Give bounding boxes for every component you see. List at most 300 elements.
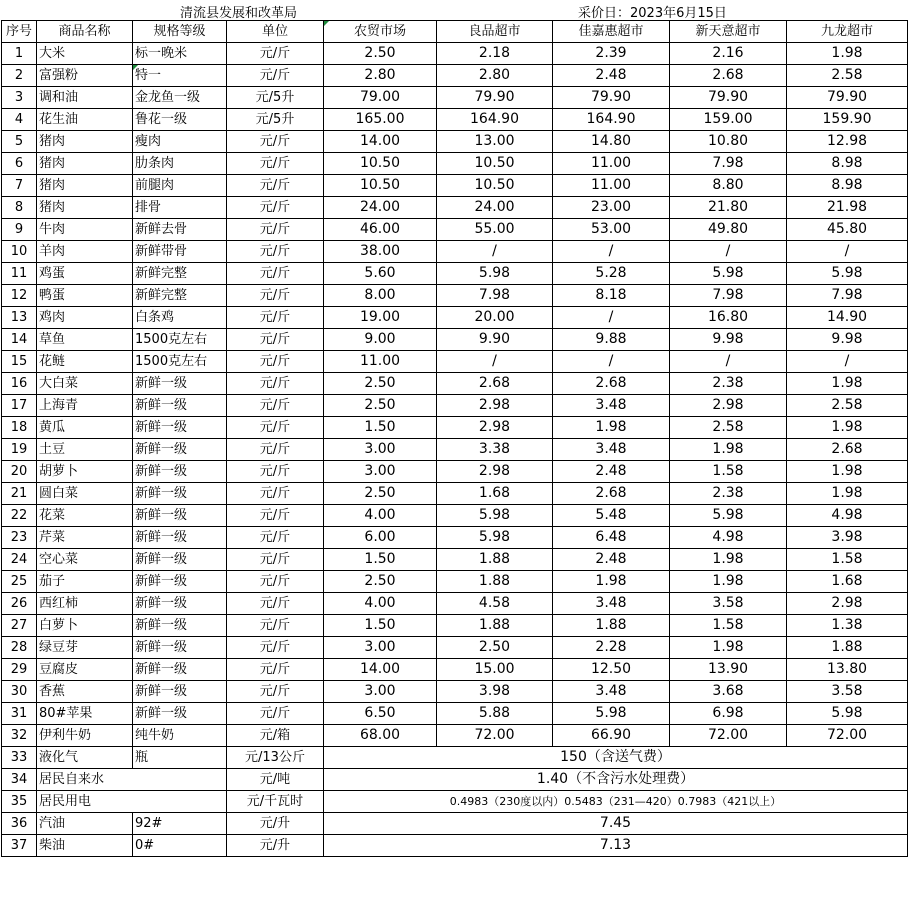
row-number: 37 [2, 835, 37, 857]
price-cell: 3.00 [324, 681, 437, 703]
price-cell: 1.58 [787, 549, 908, 571]
price-cell: 3.48 [553, 395, 670, 417]
price-cell: 23.00 [553, 197, 670, 219]
price-cell: 2.68 [553, 483, 670, 505]
row-number: 1 [2, 43, 37, 65]
item-name: 香蕉 [37, 681, 133, 703]
item-name: 伊利牛奶 [37, 725, 133, 747]
price-cell: 3.48 [553, 681, 670, 703]
price-cell: 164.90 [553, 109, 670, 131]
price-cell: 12.50 [553, 659, 670, 681]
item-name: 鸡肉 [37, 307, 133, 329]
price-cell: 2.50 [324, 373, 437, 395]
merged-value: 150（含送气费） [324, 747, 908, 769]
item-spec: 新鲜一级 [133, 703, 227, 725]
price-cell: 1.88 [437, 549, 553, 571]
item-unit: 元/斤 [227, 219, 324, 241]
row-number: 14 [2, 329, 37, 351]
price-cell: 159.00 [670, 109, 787, 131]
item-unit: 元/斤 [227, 373, 324, 395]
row-number: 18 [2, 417, 37, 439]
table-row [2, 87, 908, 109]
price-cell: 2.50 [324, 483, 437, 505]
table-row [2, 571, 908, 593]
price-cell: 1.88 [437, 571, 553, 593]
price-cell: 1.98 [670, 549, 787, 571]
item-unit: 元/斤 [227, 703, 324, 725]
table-row [2, 307, 908, 329]
price-cell: 3.00 [324, 461, 437, 483]
item-name: 茄子 [37, 571, 133, 593]
merged-value: 7.45 [324, 813, 908, 835]
price-cell: 1.98 [670, 637, 787, 659]
price-cell: 13.80 [787, 659, 908, 681]
table-row [2, 439, 908, 461]
item-name: 汽油 [37, 813, 133, 835]
item-unit: 元/斤 [227, 175, 324, 197]
table-row [2, 483, 908, 505]
item-unit: 元/箱 [227, 725, 324, 747]
row-number: 6 [2, 153, 37, 175]
table-row [2, 461, 908, 483]
price-cell: 14.90 [787, 307, 908, 329]
price-cell: 9.98 [670, 329, 787, 351]
price-cell: 8.98 [787, 153, 908, 175]
item-unit: 元/斤 [227, 461, 324, 483]
item-spec: 新鲜一级 [133, 637, 227, 659]
price-cell: 21.80 [670, 197, 787, 219]
item-unit: 元/斤 [227, 593, 324, 615]
item-name: 鸭蛋 [37, 285, 133, 307]
price-cell: 1.98 [787, 461, 908, 483]
item-unit: 元/斤 [227, 395, 324, 417]
item-spec: 排骨 [133, 197, 227, 219]
price-cell: 20.00 [437, 307, 553, 329]
price-cell: 14.00 [324, 131, 437, 153]
item-spec: 新鲜一级 [133, 659, 227, 681]
item-spec: 新鲜一级 [133, 373, 227, 395]
item-spec: 新鲜一级 [133, 417, 227, 439]
column-header: 农贸市场 [324, 21, 437, 43]
row-number: 24 [2, 549, 37, 571]
price-cell: 9.88 [553, 329, 670, 351]
price-cell: 2.68 [670, 65, 787, 87]
item-unit: 元/斤 [227, 483, 324, 505]
price-cell: 79.90 [437, 87, 553, 109]
price-cell: 2.68 [437, 373, 553, 395]
item-spec: 肋条肉 [133, 153, 227, 175]
item-name: 80#苹果 [37, 703, 133, 725]
price-cell: 2.38 [670, 483, 787, 505]
item-spec: 92# [133, 813, 227, 835]
column-header: 佳嘉惠超市 [553, 21, 670, 43]
price-cell: 3.00 [324, 439, 437, 461]
table-row [2, 263, 908, 285]
header-row [2, 21, 908, 43]
item-unit: 元/千瓦时 [227, 791, 324, 813]
price-cell: 49.80 [670, 219, 787, 241]
price-cell: 10.50 [437, 153, 553, 175]
item-name: 豆腐皮 [37, 659, 133, 681]
item-unit: 元/斤 [227, 527, 324, 549]
table-row [2, 373, 908, 395]
price-cell: 9.90 [437, 329, 553, 351]
price-cell: 4.98 [670, 527, 787, 549]
price-cell: 8.00 [324, 285, 437, 307]
row-number: 20 [2, 461, 37, 483]
table-row [2, 65, 908, 87]
item-unit: 元/斤 [227, 681, 324, 703]
price-cell: 6.00 [324, 527, 437, 549]
row-number: 10 [2, 241, 37, 263]
price-cell: 13.90 [670, 659, 787, 681]
table-row-merged [2, 747, 908, 769]
table-row [2, 549, 908, 571]
item-name: 富强粉 [37, 65, 133, 87]
price-cell: 1.88 [437, 615, 553, 637]
price-cell: 2.98 [787, 593, 908, 615]
row-number: 34 [2, 769, 37, 791]
price-cell: 2.98 [437, 461, 553, 483]
item-unit: 元/斤 [227, 197, 324, 219]
price-cell: 66.90 [553, 725, 670, 747]
price-cell: 1.98 [553, 571, 670, 593]
item-unit: 元/13公斤 [227, 747, 324, 769]
price-cell: 68.00 [324, 725, 437, 747]
price-cell: 5.98 [437, 527, 553, 549]
row-number: 11 [2, 263, 37, 285]
item-name: 西红柿 [37, 593, 133, 615]
table-row [2, 219, 908, 241]
price-cell: 6.98 [670, 703, 787, 725]
row-number: 27 [2, 615, 37, 637]
item-spec: 瓶 [133, 747, 227, 769]
item-spec: 1500克左右 [133, 351, 227, 373]
price-cell: 4.58 [437, 593, 553, 615]
price-cell: 1.98 [787, 483, 908, 505]
item-spec: 新鲜完整 [133, 285, 227, 307]
row-number: 13 [2, 307, 37, 329]
price-cell: 2.48 [553, 461, 670, 483]
item-unit: 元/5升 [227, 109, 324, 131]
item-spec: 特一 [133, 65, 227, 87]
price-cell: 45.80 [787, 219, 908, 241]
price-cell: 16.80 [670, 307, 787, 329]
item-unit: 元/升 [227, 835, 324, 857]
price-cell: 4.98 [787, 505, 908, 527]
price-cell: 38.00 [324, 241, 437, 263]
price-cell: 3.58 [670, 593, 787, 615]
table-row [2, 197, 908, 219]
price-cell: 2.80 [437, 65, 553, 87]
row-number: 29 [2, 659, 37, 681]
table-row [2, 395, 908, 417]
item-spec: 0# [133, 835, 227, 857]
merged-value: 7.13 [324, 835, 908, 857]
price-cell: 12.98 [787, 131, 908, 153]
price-cell: 2.38 [670, 373, 787, 395]
item-spec: 新鲜带骨 [133, 241, 227, 263]
price-cell: 2.98 [437, 417, 553, 439]
price-cell: 2.98 [670, 395, 787, 417]
org-name: 清流县发展和改革局 [180, 6, 298, 21]
item-name: 大米 [37, 43, 133, 65]
price-cell: 2.58 [787, 395, 908, 417]
price-cell: 2.39 [553, 43, 670, 65]
row-number: 26 [2, 593, 37, 615]
row-number: 4 [2, 109, 37, 131]
price-cell: 1.50 [324, 615, 437, 637]
item-name: 居民用电 [37, 791, 227, 813]
item-name: 居民自来水 [37, 769, 227, 791]
table-row [2, 593, 908, 615]
price-cell: 165.00 [324, 109, 437, 131]
price-cell: 1.98 [787, 43, 908, 65]
item-name: 柴油 [37, 835, 133, 857]
price-cell: 13.00 [437, 131, 553, 153]
item-unit: 元/斤 [227, 153, 324, 175]
item-name: 猪肉 [37, 153, 133, 175]
price-cell: 72.00 [437, 725, 553, 747]
item-spec: 新鲜完整 [133, 263, 227, 285]
item-unit: 元/斤 [227, 637, 324, 659]
price-cell: 9.98 [787, 329, 908, 351]
item-unit: 元/斤 [227, 351, 324, 373]
item-unit: 元/斤 [227, 241, 324, 263]
price-cell: 11.00 [324, 351, 437, 373]
price-cell: 53.00 [553, 219, 670, 241]
item-spec: 新鲜一级 [133, 571, 227, 593]
item-name: 绿豆芽 [37, 637, 133, 659]
price-cell: 79.90 [553, 87, 670, 109]
price-cell: 79.90 [670, 87, 787, 109]
item-unit: 元/斤 [227, 549, 324, 571]
row-number: 35 [2, 791, 37, 813]
row-number: 25 [2, 571, 37, 593]
price-cell: 10.80 [670, 131, 787, 153]
price-cell: 79.00 [324, 87, 437, 109]
price-cell: 2.58 [787, 65, 908, 87]
price-cell: 6.50 [324, 703, 437, 725]
price-cell: 4.00 [324, 593, 437, 615]
price-cell: 2.98 [437, 395, 553, 417]
price-cell: 5.98 [553, 703, 670, 725]
price-cell: 2.18 [437, 43, 553, 65]
row-number: 5 [2, 131, 37, 153]
price-cell: 55.00 [437, 219, 553, 241]
row-number: 30 [2, 681, 37, 703]
price-cell: 164.90 [437, 109, 553, 131]
item-name: 花菜 [37, 505, 133, 527]
price-cell: 3.58 [787, 681, 908, 703]
price-cell: 5.60 [324, 263, 437, 285]
price-cell: 1.88 [787, 637, 908, 659]
table-row [2, 505, 908, 527]
item-unit: 元/斤 [227, 43, 324, 65]
item-name: 猪肉 [37, 131, 133, 153]
item-spec: 鲁花一级 [133, 109, 227, 131]
row-number: 19 [2, 439, 37, 461]
price-cell: / [670, 351, 787, 373]
price-cell: 10.50 [437, 175, 553, 197]
price-cell: 159.90 [787, 109, 908, 131]
table-row-merged [2, 769, 908, 791]
price-cell: 3.48 [553, 439, 670, 461]
price-cell: 8.98 [787, 175, 908, 197]
item-spec: 新鲜一级 [133, 439, 227, 461]
price-cell: 1.88 [553, 615, 670, 637]
price-cell: / [553, 241, 670, 263]
item-unit: 元/斤 [227, 131, 324, 153]
price-cell: / [787, 351, 908, 373]
item-unit: 元/5升 [227, 87, 324, 109]
item-spec: 前腿肉 [133, 175, 227, 197]
price-cell: 5.88 [437, 703, 553, 725]
column-header: 单位 [227, 21, 324, 43]
price-cell: 8.80 [670, 175, 787, 197]
item-unit: 元/斤 [227, 417, 324, 439]
price-cell: 5.98 [787, 263, 908, 285]
merged-value: 0.4983（230度以内）0.5483（231—420）0.7983（421以上） [324, 791, 908, 813]
price-cell: 2.68 [553, 373, 670, 395]
item-name: 黄瓜 [37, 417, 133, 439]
price-cell: 19.00 [324, 307, 437, 329]
item-name: 土豆 [37, 439, 133, 461]
item-spec: 新鲜一级 [133, 483, 227, 505]
row-number: 28 [2, 637, 37, 659]
column-header: 良品超市 [437, 21, 553, 43]
row-number: 15 [2, 351, 37, 373]
item-unit: 元/斤 [227, 263, 324, 285]
price-cell: 1.38 [787, 615, 908, 637]
price-cell: 5.98 [670, 263, 787, 285]
price-cell: 10.50 [324, 175, 437, 197]
price-table [1, 20, 908, 857]
price-cell: 1.50 [324, 549, 437, 571]
item-spec: 新鲜一级 [133, 527, 227, 549]
price-cell: 14.80 [553, 131, 670, 153]
price-cell: 2.50 [324, 43, 437, 65]
item-name: 猪肉 [37, 175, 133, 197]
price-cell: / [437, 351, 553, 373]
item-name: 芹菜 [37, 527, 133, 549]
price-cell: 14.00 [324, 659, 437, 681]
item-spec: 新鲜去骨 [133, 219, 227, 241]
table-row [2, 329, 908, 351]
price-cell: 5.98 [670, 505, 787, 527]
price-cell: 1.98 [787, 417, 908, 439]
item-unit: 元/斤 [227, 65, 324, 87]
row-number: 23 [2, 527, 37, 549]
price-cell: 3.38 [437, 439, 553, 461]
table-row [2, 43, 908, 65]
price-cell: 21.98 [787, 197, 908, 219]
price-cell: 2.80 [324, 65, 437, 87]
item-name: 液化气 [37, 747, 133, 769]
item-spec: 新鲜一级 [133, 593, 227, 615]
item-name: 上海青 [37, 395, 133, 417]
item-name: 羊肉 [37, 241, 133, 263]
item-name: 牛肉 [37, 219, 133, 241]
item-spec: 新鲜一级 [133, 461, 227, 483]
price-cell: 1.98 [553, 417, 670, 439]
price-cell: 3.68 [670, 681, 787, 703]
table-row [2, 285, 908, 307]
price-cell: 1.98 [670, 439, 787, 461]
row-number: 22 [2, 505, 37, 527]
price-cell: 1.58 [670, 461, 787, 483]
row-number: 9 [2, 219, 37, 241]
price-cell: 10.50 [324, 153, 437, 175]
price-cell: 1.68 [437, 483, 553, 505]
price-cell: 3.00 [324, 637, 437, 659]
item-spec: 标一晚米 [133, 43, 227, 65]
column-header: 序号 [2, 21, 37, 43]
price-cell: 8.18 [553, 285, 670, 307]
item-unit: 元/斤 [227, 285, 324, 307]
price-cell: 5.98 [437, 505, 553, 527]
table-row [2, 241, 908, 263]
price-cell: 1.98 [670, 571, 787, 593]
price-cell: 2.50 [324, 395, 437, 417]
price-cell: / [787, 241, 908, 263]
price-cell: 9.00 [324, 329, 437, 351]
price-cell: 2.48 [553, 549, 670, 571]
merged-value: 1.40（不含污水处理费） [324, 769, 908, 791]
item-name: 花鲢 [37, 351, 133, 373]
item-unit: 元/斤 [227, 439, 324, 461]
price-cell: / [553, 307, 670, 329]
row-number: 17 [2, 395, 37, 417]
price-cell: 4.00 [324, 505, 437, 527]
item-spec: 金龙鱼一级 [133, 87, 227, 109]
column-header: 九龙超市 [787, 21, 908, 43]
item-spec: 新鲜一级 [133, 505, 227, 527]
item-name: 空心菜 [37, 549, 133, 571]
item-name: 草鱼 [37, 329, 133, 351]
column-header: 新天意超市 [670, 21, 787, 43]
item-unit: 元/斤 [227, 571, 324, 593]
price-cell: 2.50 [324, 571, 437, 593]
price-cell: 2.50 [437, 637, 553, 659]
price-cell: 2.16 [670, 43, 787, 65]
price-cell: 72.00 [670, 725, 787, 747]
price-cell: 2.28 [553, 637, 670, 659]
row-number: 2 [2, 65, 37, 87]
row-number: 21 [2, 483, 37, 505]
item-spec: 新鲜一级 [133, 681, 227, 703]
table-row [2, 131, 908, 153]
item-spec: 纯牛奶 [133, 725, 227, 747]
table-row [2, 681, 908, 703]
item-name: 猪肉 [37, 197, 133, 219]
price-cell: 2.48 [553, 65, 670, 87]
row-number: 31 [2, 703, 37, 725]
table-row [2, 637, 908, 659]
title-row [0, 0, 909, 20]
price-cell: / [553, 351, 670, 373]
item-unit: 元/斤 [227, 505, 324, 527]
table-row [2, 351, 908, 373]
table-row [2, 725, 908, 747]
price-cell: 2.68 [787, 439, 908, 461]
price-cell: 3.98 [787, 527, 908, 549]
item-spec: 瘦肉 [133, 131, 227, 153]
item-unit: 元/斤 [227, 659, 324, 681]
item-unit: 元/升 [227, 813, 324, 835]
price-cell: 5.48 [553, 505, 670, 527]
price-cell: 24.00 [437, 197, 553, 219]
